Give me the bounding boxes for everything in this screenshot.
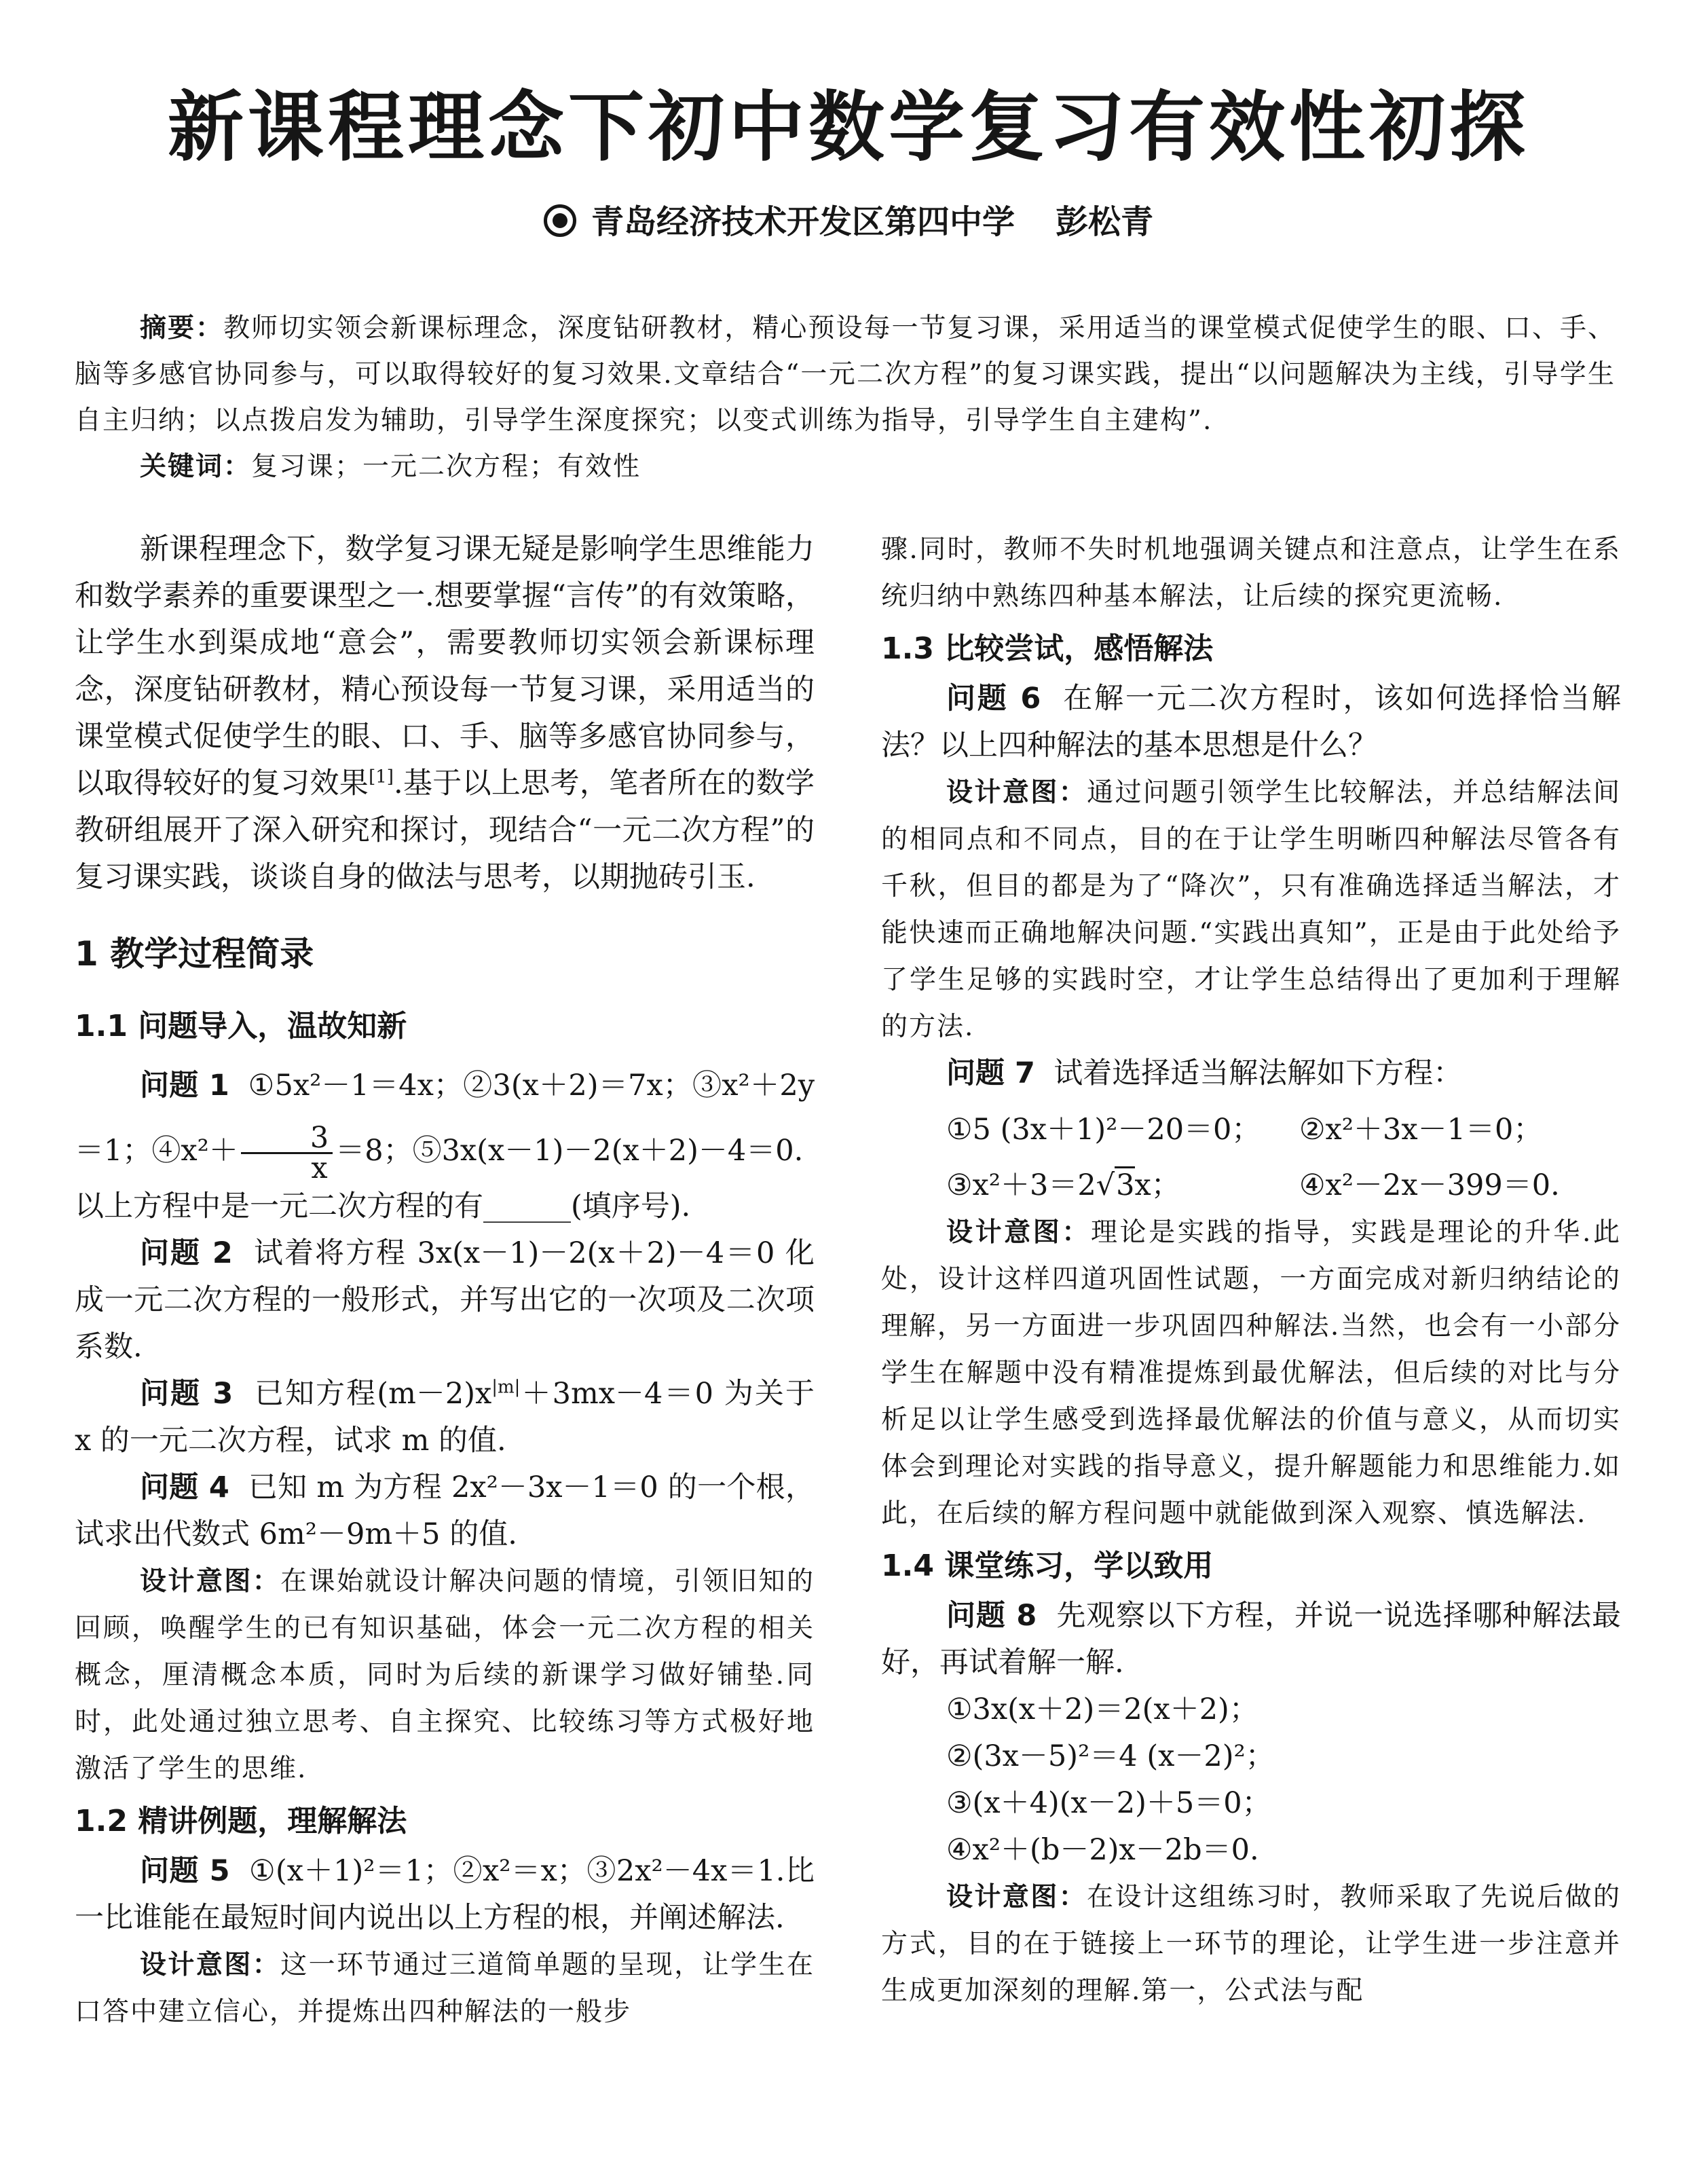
subsection-heading-1-4: 1.4 课堂练习，学以致用 bbox=[881, 1549, 1214, 1583]
design-intent-1: 设计意图：在课始就设计解决问题的情境，引领旧知的回顾，唤醒学生的已有知识基础，体会一元二次方程的相关概念，厘清概念本质，同时为后续的新课学习做好铺垫.同时，此处通过独立思考、自主探究、比较练习等方式极好地激活了学生的思维. bbox=[75, 1566, 815, 1784]
continued-paragraph: 骤.同时，教师不失时机地强调关键点和注意点，让学生在系统归纳中熟练四种基本解法，让后续的探究更流畅. bbox=[881, 534, 1621, 612]
abstract-paragraph bbox=[75, 306, 1616, 444]
subsection-heading-1-1: 1.1 问题导入，温故知新 bbox=[75, 1009, 407, 1043]
design-intent-5: 设计意图：在设计这组练习时，教师采取了先说后做的方式，目的在于链接上一环节的理论，让学生进一步注意并生成更加深刻的理解.第一，公式法与配 bbox=[881, 1882, 1621, 2006]
fraction: $\frac{3}{x}$ bbox=[241, 1124, 333, 1183]
keywords-paragraph bbox=[75, 444, 1616, 490]
problem-4: 问题 4 已知 m 为方程 2x²－3x－1＝0 的一个根，试求出代数式 6m²－9m＋5 的值. bbox=[75, 1470, 815, 1551]
keywords-text: 复习课；一元二次方程；有效性 bbox=[251, 451, 641, 482]
problem-3: 问题 3 已知方程$(m-2)x^{|m|}+3mx-4=0$ 为关于 x 的一元二次方程，试求 m 的值. bbox=[75, 1377, 815, 1458]
keywords-label: 关键词： bbox=[140, 451, 252, 482]
problem-7: 问题 7 试着选择适当解法解如下方程： bbox=[946, 1056, 1463, 1090]
citation-ref: [1] bbox=[369, 766, 394, 788]
design-intent-3: 设计意图：通过问题引领学生比较解法，并总结解法间的相同点和不同点，目的在于让学生明晰四种解法尽管各有千秋，但目的都是为了“降次”，只有准确选择适当解法，才能快速而正确地解决问题.“实践出真知”，正是由于此处给予了学生足够的实践时空，才让学生总结得出了更加利于理解的方法. bbox=[881, 777, 1621, 1042]
problem-7-equations-b: ③x²＋3＝2√3x； ④x²－2x－399＝0. bbox=[881, 1162, 1621, 1209]
problem-8: 问题 8 先观察以下方程，并说一说选择哪种解法最好，再试着解一解. bbox=[881, 1599, 1621, 1680]
problem-1-question: 以上方程中是一元二次方程的有______(填序号). bbox=[75, 1189, 691, 1223]
problem-8-equation-2: ②(3x－5)²＝4 (x－2)²； bbox=[946, 1739, 1275, 1773]
design-intent-4: 设计意图：理论是实践的指导，实践是理论的升华.此处，设计这样四道巩固性试题，一方面完成对新归纳结论的理解，另一方面进一步巩固四种解法.当然，也会有一小部分学生在解题中没有精准提炼到最优解法，但后续的对比与分析足以让学生感受到选择最优解法的价值与意义，从而切实体会到理论对实践的指导意义，提升解题能力和思维能力.如此，在后续的解方程问题中就能做到深入观察、慎选解法. bbox=[881, 1217, 1621, 1529]
byline bbox=[0, 198, 1697, 246]
problem-8-equation-4: ④x²＋(b－2)x－2b＝0. bbox=[946, 1833, 1259, 1867]
author: 彭松青 bbox=[1056, 203, 1154, 241]
problem-5: 问题 5 ①(x＋1)²＝1；②x²＝x；③2x²－4x＝1.比一比谁能在最短时间内说出以上方程的根，并阐述解法. bbox=[75, 1854, 815, 1935]
right-column bbox=[881, 526, 1621, 2014]
intro-paragraph: 新课程理念下，数学复习课无疑是影响学生思维能力和数学素养的重要课型之一.想要掌握“言传”的有效策略，让学生水到渠成地“意会”，需要教师切实领会新课标理念，深度钻研教材，精心预设每一节复习课，采用适当的课堂模式促使学生的眼、口、手、脑等多感官协同参与，以取得较好的复习效果[1].基于以上思考，笔者所在的数学教研组展开了深入研究和探讨，现结合“一元二次方程”的复习课实践，谈谈自身的做法与思考，以期抛砖引玉. bbox=[75, 532, 815, 894]
left-column bbox=[75, 526, 815, 2035]
abstract-block bbox=[75, 306, 1616, 490]
problem-1: 问题 1 ①5x²－1＝4x；②3(x＋2)＝7x；③x²＋2y＝1；④x²＋ $\frac{3}{x}$ ＝8；⑤3x(x－1)－2(x＋2)－4＝0. bbox=[75, 1069, 815, 1185]
subsection-heading-1-2: 1.2 精讲例题，理解解法 bbox=[75, 1804, 407, 1838]
problem-8-equation-3: ③(x＋4)(x－2)＋5＝0； bbox=[946, 1786, 1271, 1820]
problem-7-equations-a: ①5 (3x＋1)²－20＝0； ②x²＋3x－1＝0； bbox=[946, 1113, 1543, 1147]
problem-6: 问题 6 在解一元二次方程时，该如何选择恰当解法？以上四种解法的基本思想是什么？ bbox=[881, 682, 1621, 762]
design-intent-2: 设计意图：这一环节通过三道简单题的呈现，让学生在口答中建立信心，并提炼出四种解法的一般步 bbox=[75, 1950, 815, 2027]
bullet-circle-icon bbox=[544, 204, 576, 237]
problem-2: 问题 2 试着将方程 3x(x－1)－2(x＋2)－4＝0 化成一元二次方程的一般形式，并写出它的一次项及二次项系数. bbox=[75, 1236, 815, 1364]
section-heading-1: 1 教学过程简录 bbox=[75, 934, 314, 974]
page-title: 新课程理念下初中数学复习有效性初探 bbox=[168, 84, 1529, 172]
subsection-heading-1-3: 1.3 比较尝试，感悟解法 bbox=[881, 631, 1214, 666]
abstract-text: 教师切实领会新课标理念，深度钻研教材，精心预设每一节复习课，采用适当的课堂模式促使学生的眼、口、手、脑等多感官协同参与，可以取得较好的复习效果.文章结合“一元二次方程”的复习课实践，提出“以问题解决为主线，引导学生自主归纳；以点拨启发为辅助，引导学生深度探究；以变式训练为指导，引导学生自主建构”. bbox=[75, 313, 1616, 436]
sqrt-radicand: 3 bbox=[1115, 1166, 1134, 1202]
problem-8-equation-1: ①3x(x＋2)＝2(x＋2)； bbox=[946, 1692, 1258, 1726]
affiliation: 青岛经济技术开发区第四中学 bbox=[591, 203, 1015, 241]
abstract-label: 摘要： bbox=[140, 313, 224, 344]
